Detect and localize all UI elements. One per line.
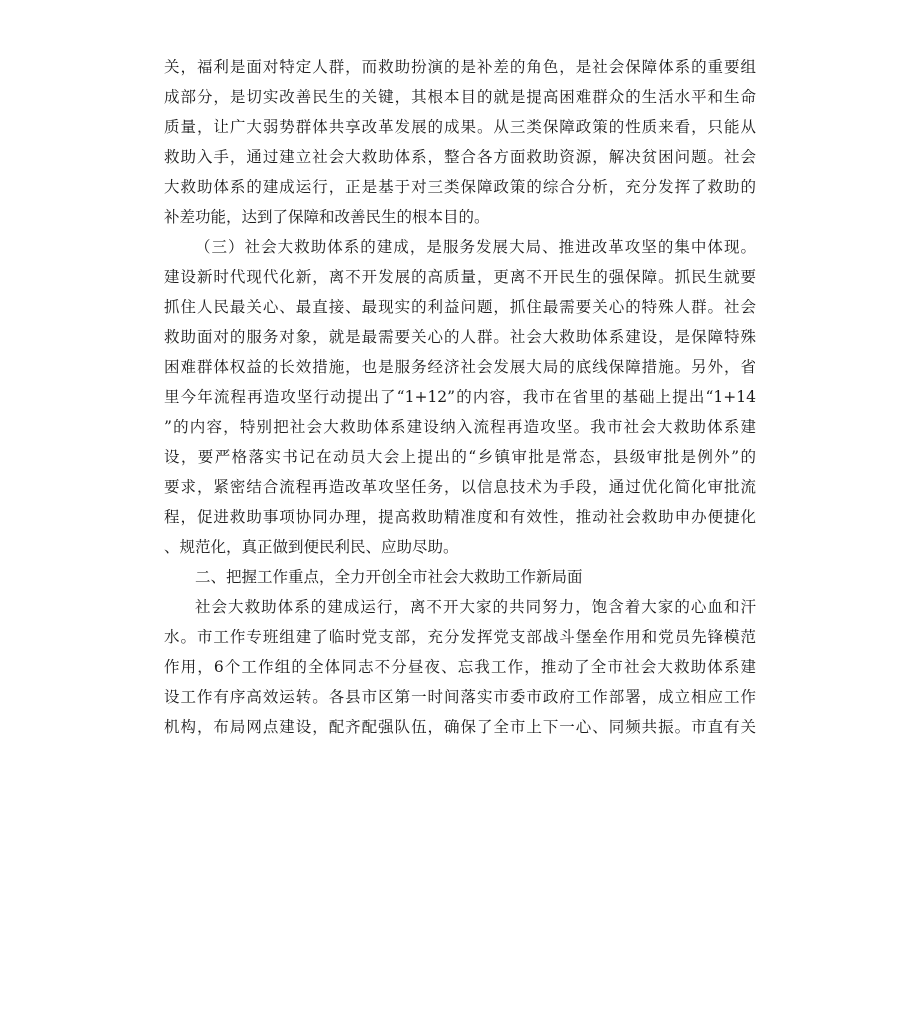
section-heading-two: 二、把握工作重点，全力开创全市社会大救助工作新局面	[195, 568, 583, 586]
text-line: ”的内容，特别把社会大救助体系建设纳入流程再造攻坚。我市社会大救助体系建	[164, 418, 756, 436]
section-heading-three: （三）社会大救助体系的建成，是服务发展大局、推进改革攻坚的集中体现。	[195, 238, 756, 256]
text-line: 关，福利是面对特定人群，而救助扮演的是补差的角色，是社会保障体系的重要组	[164, 58, 756, 76]
text-line: 建设新时代现代化新，离不开发展的高质量，更离不开民生的强保障。抓民生就要	[164, 268, 756, 286]
text-line: 质量，让广大弱势群体共享改革发展的成果。从三类保障政策的性质来看，只能从	[164, 118, 756, 136]
text-line: 水。市工作专班组建了临时党支部，充分发挥党支部战斗堡垒作用和党员先锋模范	[164, 628, 756, 646]
text-line: 救助入手，通过建立社会大救助体系，整合各方面救助资源，解决贫困问题。社会	[164, 148, 756, 166]
text-line: 里今年流程再造攻坚行动提出了“1+12”的内容，我市在省里的基础上提出“1+14	[164, 388, 756, 406]
text-line: 、规范化，真正做到便民利民、应助尽助。	[164, 538, 459, 556]
text-line: 机构，布局网点建设，配齐配强队伍，确保了全市上下一心、同频共振。市直有关	[164, 718, 756, 736]
text-line: 成部分，是切实改善民生的关键，其根本目的就是提高困难群众的生活水平和生命	[164, 88, 756, 106]
text-line: 困难群体权益的长效措施，也是服务经济社会发展大局的底线保障措施。另外，省	[164, 358, 756, 376]
text-line: 设，要严格落实书记在动员大会上提出的“乡镇审批是常态，县级审批是例外”的	[164, 448, 756, 466]
text-line: 补差功能，达到了保障和改善民生的根本目的。	[164, 208, 490, 226]
text-line: 抓住人民最关心、最直接、最现实的利益问题，抓住最需要关心的特殊人群。社会	[164, 298, 756, 316]
text-line: 程，促进救助事项协同办理，提高救助精准度和有效性，推动社会救助申办便捷化	[164, 508, 756, 526]
text-line: 要求，紧密结合流程再造改革攻坚任务，以信息技术为手段，通过优化简化审批流	[164, 478, 756, 496]
text-line: 作用，6个工作组的全体同志不分昼夜、忘我工作，推动了全市社会大救助体系建	[164, 658, 756, 676]
text-line: 大救助体系的建成运行，正是基于对三类保障政策的综合分析，充分发挥了救助的	[164, 178, 756, 196]
text-line: 设工作有序高效运转。各县市区第一时间落实市委市政府工作部署，成立相应工作	[164, 688, 756, 706]
text-line: 救助面对的服务对象，就是最需要关心的人群。社会大救助体系建设，是保障特殊	[164, 328, 756, 346]
text-line: 社会大救助体系的建成运行，离不开大家的共同努力，饱含着大家的心血和汗	[195, 598, 756, 616]
